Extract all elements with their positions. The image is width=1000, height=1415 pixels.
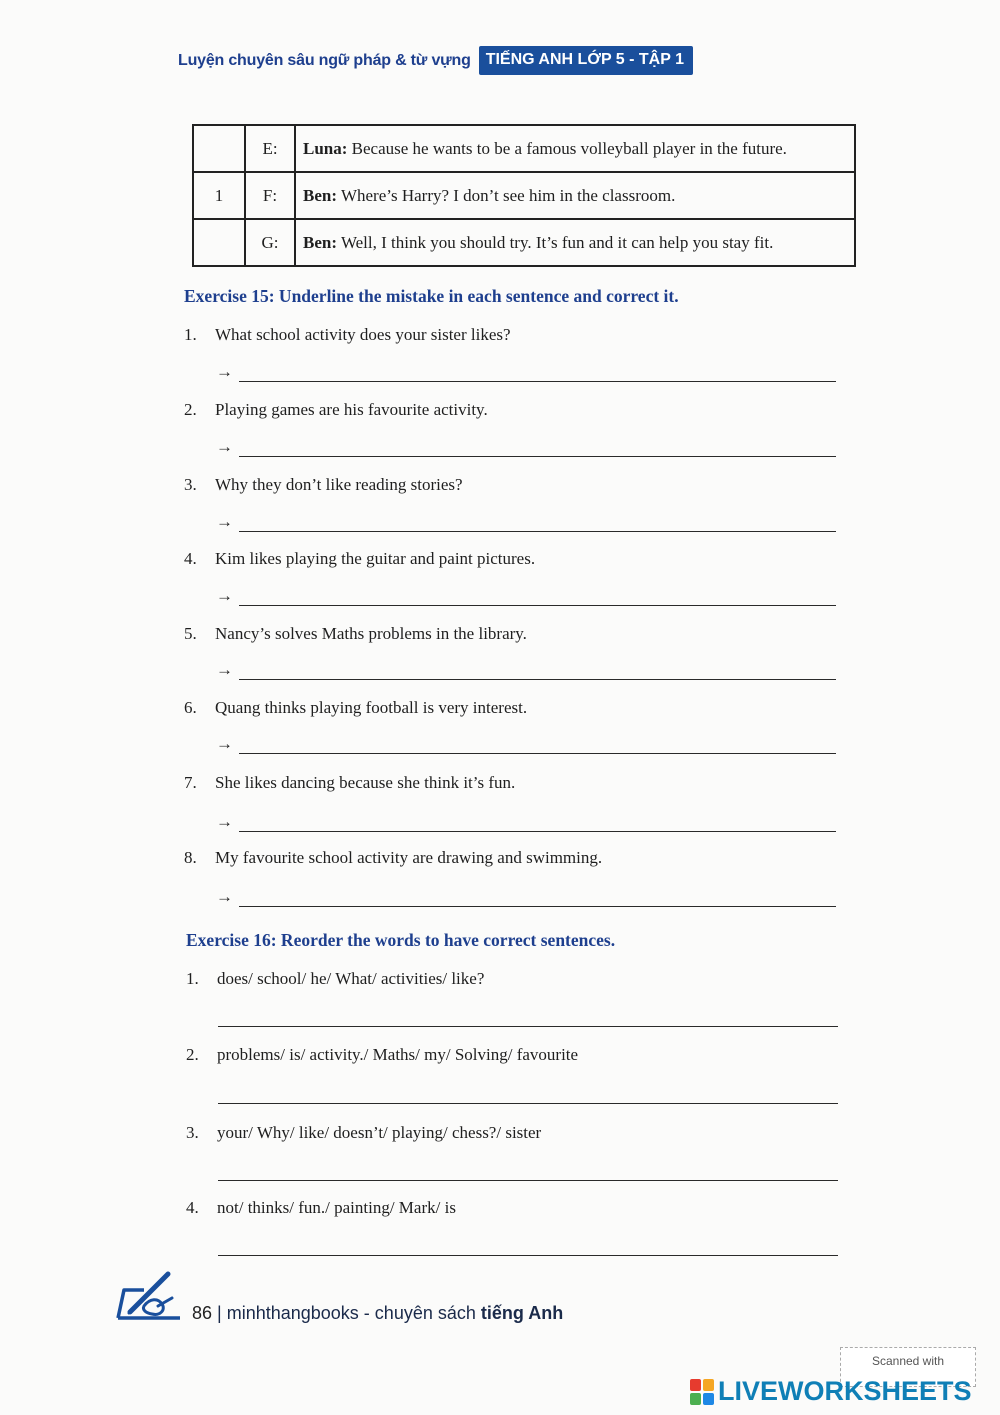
line-text: Well, I think you should try. It’s fun and it can help you stay fit. xyxy=(337,232,774,252)
answer-cell[interactable]: 1 xyxy=(193,172,245,219)
answer-underline xyxy=(239,456,836,457)
item-text: What school activity does your sister likes? xyxy=(215,325,511,344)
table-row xyxy=(193,172,855,219)
speaker: Luna: xyxy=(303,138,348,158)
exercise-15-item-2 xyxy=(184,400,488,420)
item-number: 8. xyxy=(184,848,197,867)
arrow-icon: → xyxy=(216,660,233,679)
option-text xyxy=(295,125,855,172)
scan-badge-text: Scanned with xyxy=(871,1354,945,1368)
exercise-16-title: Exercise 16: Reorder the words to have correct sentences. xyxy=(186,930,616,950)
arrow-icon: → xyxy=(216,586,233,605)
exercise-15-title: Exercise 15: Underline the mistake in each sentence and correct it. xyxy=(184,286,679,306)
answer-input-16-2[interactable] xyxy=(218,1103,838,1104)
table-row xyxy=(193,125,855,172)
arrow-icon: → xyxy=(216,887,233,906)
answer-input-4[interactable] xyxy=(216,586,836,610)
item-number: 2. xyxy=(186,1045,199,1064)
answer-input-16-4[interactable] xyxy=(218,1255,838,1256)
answer-underline xyxy=(239,831,836,832)
item-number: 3. xyxy=(184,475,197,494)
exercise-16-item-3 xyxy=(186,1123,541,1143)
line-text: Where’s Harry? I don’t see him in the classroom. xyxy=(337,185,676,205)
exercise-16-item-4 xyxy=(186,1198,456,1218)
option-letter: F: xyxy=(245,172,295,219)
answer-underline xyxy=(239,381,836,382)
page-footer xyxy=(114,1268,563,1326)
item-number: 4. xyxy=(186,1198,199,1217)
item-number: 4. xyxy=(184,549,197,568)
exercise-15-item-3 xyxy=(184,475,463,495)
speaker: Ben: xyxy=(303,232,337,252)
item-number: 7. xyxy=(184,773,197,792)
item-text: Playing games are his favourite activity. xyxy=(215,400,488,419)
table-row xyxy=(193,219,855,266)
footer-text xyxy=(192,1303,563,1324)
liveworksheets-watermark xyxy=(690,1376,972,1407)
answer-cell[interactable] xyxy=(193,219,245,266)
speaker: Ben: xyxy=(303,185,337,205)
item-number: 6. xyxy=(184,698,197,717)
item-number: 5. xyxy=(184,624,197,643)
item-text: does/ school/ he/ What/ activities/ like? xyxy=(217,969,485,988)
answer-cell[interactable] xyxy=(193,125,245,172)
exercise-16-item-2 xyxy=(186,1045,578,1065)
answer-input-16-1[interactable] xyxy=(218,1026,838,1027)
answer-input-6[interactable] xyxy=(216,734,836,758)
arrow-icon: → xyxy=(216,512,233,531)
header-badge: TIẾNG ANH LỚP 5 - TẬP 1 xyxy=(479,46,693,75)
item-text: Why they don’t like reading stories? xyxy=(215,475,463,494)
item-text: Nancy’s solves Maths problems in the library. xyxy=(215,624,527,643)
item-number: 1. xyxy=(186,969,199,988)
footer-brand-bold: tiếng Anh xyxy=(480,1303,564,1323)
answer-input-16-3[interactable] xyxy=(218,1180,838,1181)
answer-underline xyxy=(239,906,836,907)
exercise-15-item-4 xyxy=(184,549,535,569)
answer-underline xyxy=(239,605,836,606)
answer-input-2[interactable] xyxy=(216,437,836,461)
answer-input-7[interactable] xyxy=(216,812,836,836)
arrow-icon: → xyxy=(216,437,233,456)
item-number: 3. xyxy=(186,1123,199,1142)
item-number: 2. xyxy=(184,400,197,419)
page-number: 86 xyxy=(192,1303,213,1323)
writing-hand-icon xyxy=(114,1268,184,1326)
option-letter: G: xyxy=(245,219,295,266)
dialog-table xyxy=(192,124,856,267)
exercise-15-item-8 xyxy=(184,848,602,868)
answer-input-1[interactable] xyxy=(216,362,836,386)
answer-input-3[interactable] xyxy=(216,512,836,536)
answer-input-8[interactable] xyxy=(216,887,836,911)
option-text xyxy=(295,172,855,219)
footer-brand: minhthangbooks - chuyên sách xyxy=(226,1303,481,1323)
answer-input-5[interactable] xyxy=(216,660,836,684)
page-header xyxy=(178,46,693,75)
item-text: Kim likes playing the guitar and paint pictures. xyxy=(215,549,536,568)
exercise-15-item-7 xyxy=(184,773,515,793)
option-letter: E: xyxy=(245,125,295,172)
arrow-icon: → xyxy=(216,812,233,831)
option-text xyxy=(295,219,855,266)
exercise-16-item-1 xyxy=(186,969,484,989)
exercise-15-item-5 xyxy=(184,624,527,644)
exercise-15-item-1 xyxy=(184,325,511,345)
item-text: Quang thinks playing football is very interest. xyxy=(215,698,528,717)
line-text: Because he wants to be a famous volleyball player in the future. xyxy=(347,138,787,158)
watermark-text: LIVEWORKSHEETS xyxy=(718,1376,972,1406)
exercise-15-item-6 xyxy=(184,698,527,718)
item-text: problems/ is/ activity./ Maths/ my/ Solving/ favourite xyxy=(217,1045,579,1064)
item-text: not/ thinks/ fun./ painting/ Mark/ is xyxy=(217,1198,456,1217)
header-subtitle: Luyện chuyên sâu ngữ pháp & từ vựng xyxy=(178,51,471,69)
item-text: She likes dancing because she think it’s fun. xyxy=(215,773,516,792)
answer-underline xyxy=(239,531,836,532)
item-text: My favourite school activity are drawing and swimming. xyxy=(215,848,603,867)
liveworksheets-logo-icon xyxy=(690,1379,714,1405)
answer-underline xyxy=(239,753,836,754)
arrow-icon: → xyxy=(216,734,233,753)
arrow-icon: → xyxy=(216,362,233,381)
item-number: 1. xyxy=(184,325,197,344)
item-text: your/ Why/ like/ doesn’t/ playing/ chess?/ sister xyxy=(217,1123,542,1142)
footer-separator: | xyxy=(212,1303,227,1323)
answer-underline xyxy=(239,679,836,680)
